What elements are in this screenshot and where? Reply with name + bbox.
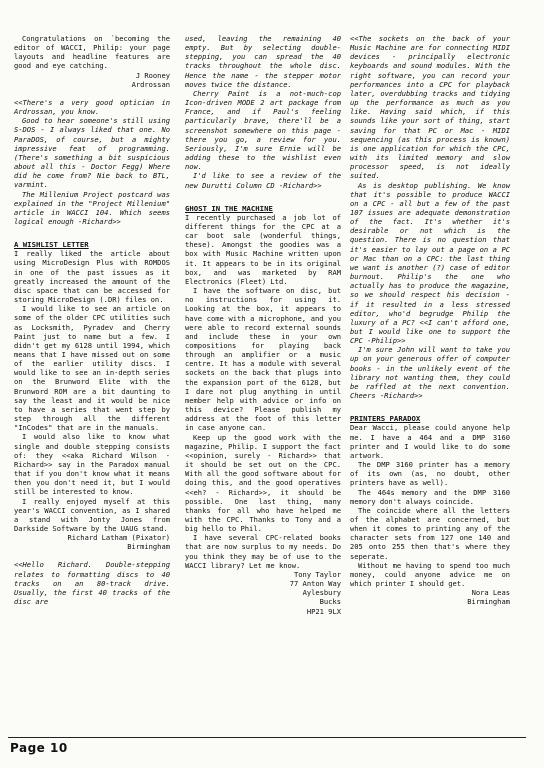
letter-paragraph: I really enjoyed myself at this year's WACCI convention, as I shared a stand with Jonty Jones from Darkside Software by the UAUG stand. (14, 496, 170, 533)
editor-reply: <<The sockets on the back of your Music Machine are for connecting MIDI devices - principally electronic keyboards and sound modules. With the right software, you can record your performances into a CPC for playback later, overdubbing tracks and tidying up the performance as much as you like. Having said which, if this sounds like your sort of thing, start saving for that PC or Mac - MIDI sequencing (as this process is known) is one application for which the CPC, with its limited memory and slow processor speed, is not ideally suited. (350, 34, 510, 181)
letter-signature-town: Birmingham (467, 597, 510, 607)
letter-paragraph: The coincide where all the letters of the alphabet are concerned, but when it comes to printing any of the character sets from 127 one 140 and 205 onto 255 then that's where they seperate. (350, 505, 510, 561)
editor-reply: I'd like to see a review of the new Durutti Column CD -Richard>> (185, 171, 341, 190)
editor-reply: As is desktop publishing. We know that it's possible to produce WACCI on a CPC - all but a few of the past 107 issues are adequate demonstration of the fact. It's whether it's desirable or not which is the question. There is no question that it's easier to lay out a page on a PC or Mac than on a CPC: the last thing we want is another (?) case of editor burnout. Philip's the one who actually has to produce the magazine, so we should respect his decision - if it resulted in a less stressed editor, who'd begrudge Philip the luxury of a PC? <<I can't afford one, but I would like one to support the CPC -Philip>> (350, 180, 510, 346)
letter-signature-name: J Rooney (135, 70, 170, 80)
letter-signature-name: Richard Latham (Pixator) (67, 533, 170, 543)
letter-paragraph: I would like to see an article on some of the older CPC utilities such as Locksmith, Pyradev and Cherry Paint just to name but a few. I didn't get my 6128 until 1994, which means that I have missed out on some of the earlier utility discs. I would like to see an in-depth series on the Brunword Elite with the Brunword ROM are a bit daunting to say the least and it would be nice to have a series that went step by step through all the different "InCodes" that are in the manuals. (14, 304, 170, 433)
editor-reply: <<Hello Richard. Double-stepping relates to formatting discs to 40 tracks on an 80-track drive. Usually, the first 40 tracks of the disc are (14, 560, 170, 607)
address-line: HP21 9LX (306, 606, 341, 616)
address-line: Aylesbury (302, 588, 341, 598)
letter-paragraph: I would also like to know what single and double stepping consists of: they <<aka Richard Wilson - Richard>> say in the Paradox manual that if you don't know what it means then you don't need it, but I would still be interested to know. (14, 432, 170, 497)
column-right (350, 34, 510, 607)
letter-paragraph: Congratulations on `becoming the editor of WACCI, Philip: your page layouts and headline features are good and eye catching. (14, 34, 170, 71)
letter-signature-town: Ardrossan (131, 79, 170, 89)
letter-paragraph: Keep up the good work with the magazine, Philip. I support the fact <<opinion, surely - Richard>> that it should be set out on the CPC. With all the good software about for doing this, and the good operatives <<eh? - Richard>>, it should be possible. One last thing, many thanks for all who have helped me with the CPC. Thanks to Tony and a big hello to Phil. (185, 432, 341, 534)
letter-signature-town: Birmingham (127, 542, 170, 552)
address-line: 77 Anton Way (289, 579, 341, 589)
editor-reply: used, leaving the remaining 40 empty. But by selecting double-stepping, you can spread the 40 tracks throughout the whole disc. Hence the name - the stepper motor moves twice the distance. (185, 34, 341, 89)
editor-reply: Good to hear someone's still using S-DOS - I always liked that one. No ParaDOS, of course, but a mighty impressive feat of programming. (There's something a bit suspicious about all this - Doctor Fegg) Where did he come from? Nie back to BTL, varmint. (14, 116, 170, 190)
section-heading-wishlist: A WISHLIST LETTER (14, 240, 89, 250)
editor-reply: The Millenium Project postcard was explained in the "Project Millenium" article in WACCI 104. Which seems logical enough -Richard>> (14, 189, 170, 226)
letter-paragraph: I recently purchased a job lot of different things for the CPC at a car boot sale (wonderful things, these). Amongst the goodies was a box with Music Machine written upon it. It appears to be in its original box, and was marketed by RAM Electronics (Fleet) Ltd. (185, 212, 341, 286)
letter-paragraph: The DMP 3160 printer has a memory of its own (as, no doubt, other printers have as well). (350, 460, 510, 488)
address-line: Bucks (319, 597, 341, 607)
letter-paragraph: I really liked the article about using MicroDesign Plus with ROMDOS in one of the past issues as it greatly increased the amount of the disc space that can be accessed for storing MicroDesign (.DR) files on. (14, 249, 170, 305)
column-middle (185, 34, 341, 616)
address-line: Tony Taylor (294, 569, 341, 579)
page-number: Page 10 (10, 741, 68, 755)
editor-reply: I'm sure John will want to take you up on your generous offer of computer books - in the unlikely event of the library not wanting them, they could be raffled at the next convention. Cheers -Richard>> (350, 345, 510, 401)
section-heading-printers: PRINTERS PARADOX (350, 414, 421, 424)
letter-paragraph: I have several CPC-related books that are now surplus to my needs. Do you think they may be of use to the WACCI library? Let me know. (185, 533, 341, 570)
letter-paragraph: Without me having to spend too much money, could anyone advice me on which printer I should get. (350, 560, 510, 589)
editor-reply: <<There's a very good optician in Ardrossan, you know. (14, 97, 170, 117)
letter-signature-name: Nora Leas (471, 588, 510, 598)
section-heading-ghost: GHOST IN THE MACHINE (185, 203, 273, 213)
letter-paragraph: The 464s memory and the DMP 3160 memory don't always coincide. (350, 487, 510, 506)
letter-paragraph: Dear Wacci, please could anyone help me. I have a 464 and a DMP 3160 printer and I would like to do some artwork. (350, 423, 510, 460)
footer-rule (8, 737, 526, 738)
column-left (14, 34, 170, 606)
editor-reply: Cherry Paint is a not-much-cop Icon-driven MODE 2 art package from France, and if Paul's feeling particularly brave, there'll be a screenshot somewhere on this page - there you go, a review for you. Seriously, I'm sure Ernie will be adding these to the wishlist even now. (185, 88, 341, 172)
letter-paragraph: I have the software on disc, but no instructions for using it. Looking at the box, it appears to have come with a microphone, and you were able to record external sounds and include these in your own compositions for playing back through an amplifier or a music centre. It has a module with several sockets on the back that plugs into the expansion port of the 6128, but I dare not plug anything in until member help with advice or info on this device? Please publish my address at the foot of this letter in case anyone can. (185, 286, 341, 433)
